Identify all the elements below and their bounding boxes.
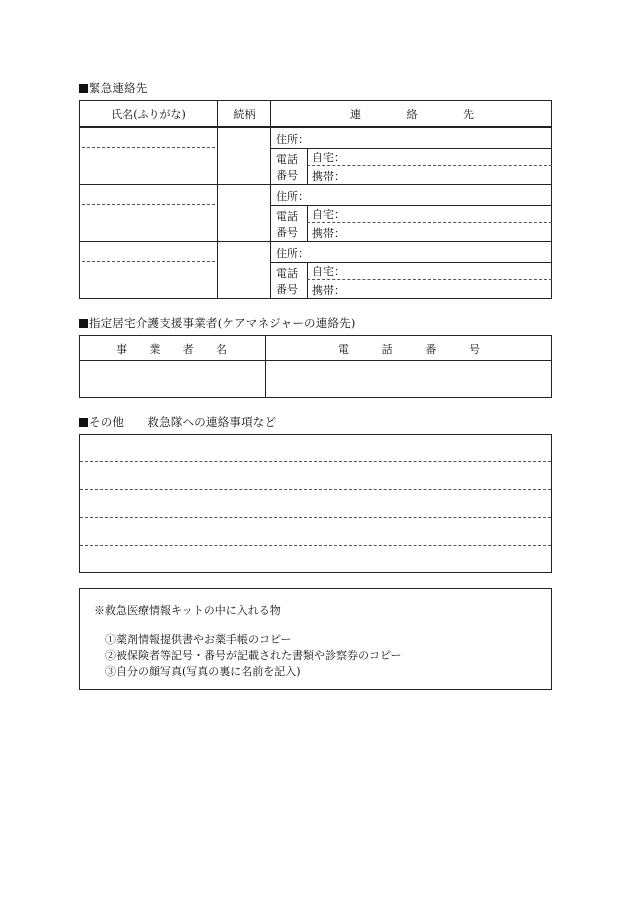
emergency-section-title: 緊急連絡先 xyxy=(79,80,148,96)
header-phone-number: 電 話 番 号 xyxy=(338,343,480,356)
column-divider xyxy=(217,100,218,299)
care-section-title: 指定居宅介護支援事業者(ケアマネジャーの連絡先) xyxy=(79,315,356,331)
kit-item: ①薬剤情報提供書やお薬手帳のコピー xyxy=(105,633,292,646)
note-line xyxy=(80,545,551,546)
furigana-line xyxy=(82,204,215,205)
phone-label: 電話 xyxy=(276,153,298,166)
care-header-divider xyxy=(79,360,552,361)
header-name: 氏名(ふりがな) xyxy=(111,108,186,121)
header-divider xyxy=(79,126,552,128)
header-contact: 連 絡 先 xyxy=(350,108,474,121)
note-line xyxy=(80,461,551,462)
row-divider xyxy=(79,184,552,185)
other-section-title: その他 救急隊への連絡事項など xyxy=(79,414,276,430)
header-business-name: 事 業 者 名 xyxy=(116,343,227,356)
phone-label-divider xyxy=(307,205,308,241)
mobile-phone-label: 携帯： xyxy=(312,284,345,297)
square-bullet-icon xyxy=(79,84,88,93)
address-label: 住所： xyxy=(276,247,309,260)
phone-label-divider xyxy=(307,148,308,184)
address-label: 住所： xyxy=(276,133,309,146)
furigana-line xyxy=(82,261,215,262)
notes-box xyxy=(79,434,552,573)
phone-dash-line xyxy=(307,279,552,280)
note-line xyxy=(80,489,551,490)
square-bullet-icon xyxy=(79,418,88,427)
phone-label: 電話 xyxy=(276,267,298,280)
phone-dash-line xyxy=(307,165,552,166)
note-line xyxy=(80,517,551,518)
mobile-phone-label: 携帯： xyxy=(312,170,345,183)
number-label: 番号 xyxy=(276,226,298,239)
column-divider xyxy=(270,100,271,299)
home-phone-label: 自宅： xyxy=(312,208,345,221)
kit-title: ※救急医療情報キットの中に入れる物 xyxy=(94,604,281,617)
home-phone-label: 自宅： xyxy=(312,265,345,278)
furigana-line xyxy=(82,147,215,148)
number-label: 番号 xyxy=(276,283,298,296)
phone-label: 電話 xyxy=(276,210,298,223)
number-label: 番号 xyxy=(276,169,298,182)
phone-label-divider xyxy=(307,262,308,299)
row-divider xyxy=(79,241,552,242)
kit-item: ③自分の顔写真(写真の裏に名前を記入) xyxy=(105,665,301,678)
phone-dash-line xyxy=(307,222,552,223)
home-phone-label: 自宅： xyxy=(312,151,345,164)
square-bullet-icon xyxy=(79,319,88,328)
care-column-divider xyxy=(265,335,266,398)
header-relation: 続柄 xyxy=(233,108,256,121)
kit-item: ②被保険者等記号・番号が記載された書類や診察券のコピー xyxy=(105,649,402,662)
mobile-phone-label: 携帯： xyxy=(312,227,345,240)
address-label: 住所： xyxy=(276,190,309,203)
